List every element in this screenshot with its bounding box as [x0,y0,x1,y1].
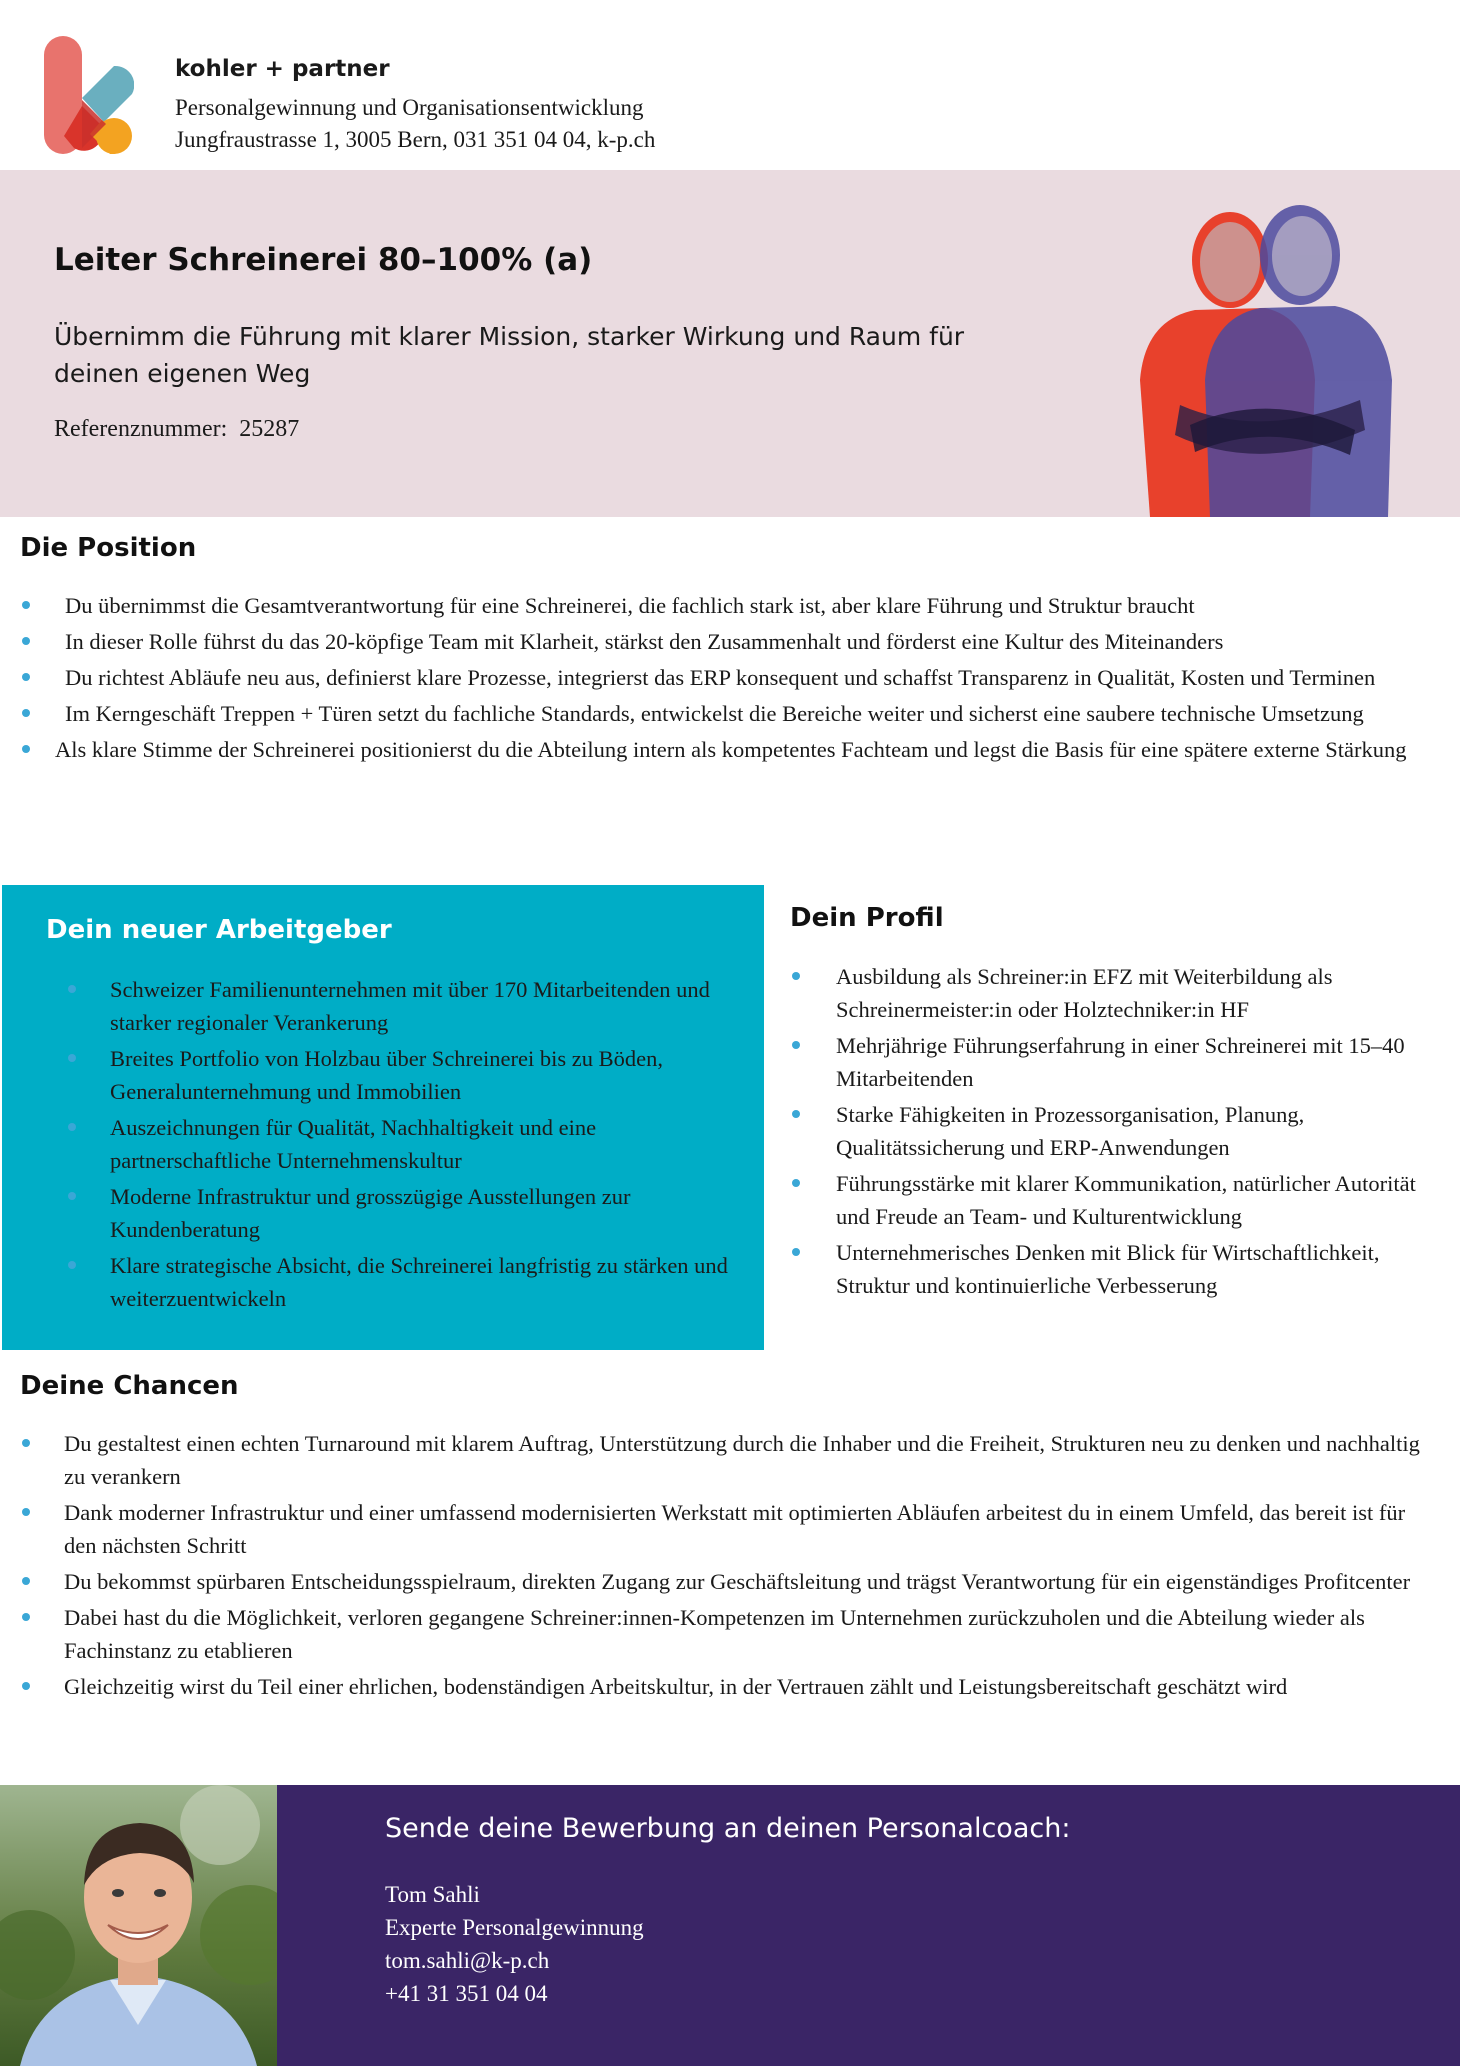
bullet-icon [792,1179,800,1187]
profile-list [790,960,1445,1305]
coach-name: Tom Sahli [385,1882,480,1907]
application-cta: Sende deine Bewerbung an deinen Personalcoach: [385,1813,1071,1844]
coach-email-link[interactable]: tom.sahli@k-p.ch [385,1948,550,1973]
company-info [175,56,655,156]
list-item: Unternehmerisches Denken mit Blick für Wirtschaftlichkeit, Struktur und kontinuierliche Verbesserung [790,1236,1445,1302]
reference-number: 25287 [239,416,300,442]
list-item: Du richtest Abläufe neu aus, definierst klare Prozesse, integrierst das ERP konsequent und schaffst Transparenz in Qualität, Kosten und Terminen [20,661,1440,694]
profile-heading: Dein Profil [790,903,944,933]
bullet-icon [22,673,30,681]
kohler-partner-logo [44,36,134,154]
chancen-list [20,1427,1440,1706]
coach-photo [0,1785,277,2066]
list-item: Du gestaltest einen echten Turnaround mit klarem Auftrag, Unterstützung durch die Inhaber und die Freiheit, Strukturen neu zu denken und nachhaltig zu verankern [20,1427,1440,1493]
list-item: Im Kerngeschäft Treppen + Türen setzt du fachliche Standards, entwickelst die Bereiche weiter und sicherst eine saubere technische Umsetzung [20,697,1440,730]
company-name: kohler + partner [175,56,390,82]
list-item: Führungsstärke mit klarer Kommunikation, natürlicher Autorität und Freude an Team- und Kulturentwicklung [790,1167,1445,1233]
list-item: Du bekommst spürbaren Entscheidungsspielraum, direkten Zugang zur Geschäftsleitung und trägst Verantwortung für ein eigenständiges Profitcenter [20,1565,1440,1598]
bullet-icon [792,972,800,980]
list-item: Ausbildung als Schreiner:in EFZ mit Weiterbildung als Schreinermeister:in oder Holztechniker:in HF [790,960,1445,1026]
company-tagline: Personalgewinnung und Organisationsentwicklung [175,95,644,120]
bullet-icon [68,985,76,993]
reference [54,416,299,443]
list-item: Moderne Infrastruktur und grosszügige Ausstellungen zur Kundenberatung [66,1180,746,1246]
employer-list [66,973,746,1318]
reference-label: Referenznummer: [54,416,228,442]
list-item: Klare strategische Absicht, die Schreinerei langfristig zu stärken und weiterzuentwickeln [66,1249,746,1315]
list-item: Du übernimmst die Gesamtverantwortung für eine Schreinerei, die fachlich stark ist, aber klare Führung und Struktur braucht [20,589,1440,622]
job-title: Leiter Schreinerei 80–100% (a) [54,242,593,278]
bullet-icon [792,1248,800,1256]
bullet-icon [22,745,30,753]
hero-banner [0,170,1460,517]
header [0,0,1460,170]
position-heading: Die Position [20,533,197,563]
coach-contact [385,1878,644,2010]
bullet-icon [22,1613,30,1621]
bullet-icon [22,1439,30,1447]
list-item: Als klare Stimme der Schreinerei positionierst du die Abteilung intern als kompetentes Fachteam und legst die Basis für eine spätere externe Stärkung [20,733,1440,766]
bullet-icon [22,601,30,609]
employer-box [2,885,764,1350]
bullet-icon [792,1110,800,1118]
bullet-icon [68,1261,76,1269]
list-item: Dabei hast du die Möglichkeit, verloren gegangene Schreiner:innen-Kompetenzen im Unternehmen zurückzuholen und die Abteilung wieder als Fachinstanz zu etablieren [20,1601,1440,1667]
list-item: Schweizer Familienunternehmen mit über 170 Mitarbeitenden und starker regionaler Verankerung [66,973,746,1039]
list-item: Gleichzeitig wirst du Teil einer ehrlichen, bodenständigen Arbeitskultur, in der Vertrauen zählt und Leistungsbereitschaft geschätzt wird [20,1670,1440,1703]
person-portrait-image [1110,190,1410,517]
bullet-icon [22,709,30,717]
company-address: Jungfraustrasse 1, 3005 Bern, 031 351 04 04, k-p.ch [175,127,656,152]
bullet-icon [22,1682,30,1690]
footer-contact [0,1785,1460,2066]
coach-role: Experte Personalgewinnung [385,1915,644,1940]
bullet-icon [68,1054,76,1062]
list-item: In dieser Rolle führst du das 20-köpfige Team mit Klarheit, stärkst den Zusammenhalt und förderst eine Kultur des Miteinanders [20,625,1440,658]
bullet-icon [792,1041,800,1049]
bullet-icon [68,1123,76,1131]
position-list [20,589,1440,769]
list-item: Mehrjährige Führungserfahrung in einer Schreinerei mit 15–40 Mitarbeitenden [790,1029,1445,1095]
chancen-heading: Deine Chancen [20,1371,239,1401]
bullet-icon [68,1192,76,1200]
coach-phone-link[interactable]: +41 31 351 04 04 [385,1981,548,2006]
list-item: Auszeichnungen für Qualität, Nachhaltigkeit und eine partnerschaftliche Unternehmenskultur [66,1111,746,1177]
bullet-icon [22,1577,30,1585]
bullet-icon [22,1508,30,1516]
list-item: Starke Fähigkeiten in Prozessorganisation, Planung, Qualitätssicherung und ERP-Anwendungen [790,1098,1445,1164]
list-item: Dank moderner Infrastruktur und einer umfassend modernisierten Werkstatt mit optimierten Abläufen arbeitest du in einem Umfeld, das bereit ist für den nächsten Schritt [20,1496,1440,1562]
list-item: Breites Portfolio von Holzbau über Schreinerei bis zu Böden, Generalunternehmung und Immobilien [66,1042,746,1108]
employer-heading: Dein neuer Arbeitgeber [46,915,392,945]
job-subtitle: Übernimm die Führung mit klarer Mission, starker Wirkung und Raum für deinen eigenen Weg [54,322,965,388]
bullet-icon [22,637,30,645]
